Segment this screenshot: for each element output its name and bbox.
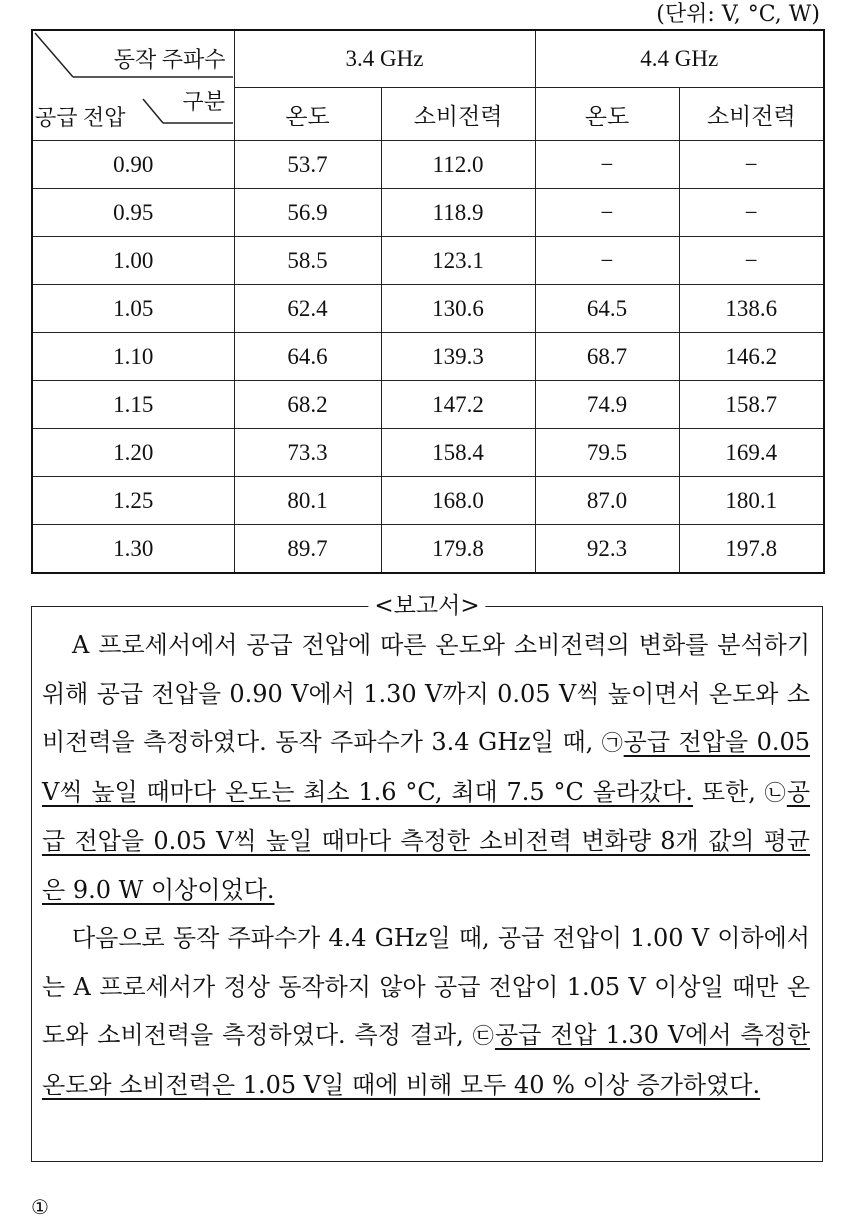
header-freq-3-4: 3.4 GHz: [234, 30, 535, 88]
table-row: [32, 429, 824, 477]
temp-4-4-cell: −: [535, 141, 679, 189]
power-3-4-cell: 118.9: [381, 189, 535, 237]
report-body: [42, 621, 810, 1109]
table-row: [32, 525, 824, 574]
temp-3-4-cell: 68.2: [234, 381, 381, 429]
temp-3-4-cell: 64.6: [234, 333, 381, 381]
temp-4-4-cell: 92.3: [535, 525, 679, 574]
table-row: [32, 141, 824, 189]
power-4-4-cell: 138.6: [679, 285, 824, 333]
circled-mark-1: ㉠: [601, 731, 624, 755]
voltage-cell: 1.00: [32, 237, 234, 285]
report-paragraph-2: [42, 914, 810, 1109]
subheader-power-4-4: 소비전력: [679, 88, 824, 141]
temp-4-4-cell: 87.0: [535, 477, 679, 525]
data-table: [31, 29, 825, 574]
temp-4-4-cell: −: [535, 189, 679, 237]
power-3-4-cell: 123.1: [381, 237, 535, 285]
temp-4-4-cell: 74.9: [535, 381, 679, 429]
temp-3-4-cell: 89.7: [234, 525, 381, 574]
power-4-4-cell: −: [679, 237, 824, 285]
voltage-cell: 1.20: [32, 429, 234, 477]
temp-3-4-cell: 56.9: [234, 189, 381, 237]
corner-label-frequency: 동작 주파수: [113, 47, 226, 72]
power-4-4-cell: −: [679, 141, 824, 189]
report-text: A 프로세서에서 공급 전압에 따른 온도와 소비전력의 변화를 분석하기 위해 공급 전압을 0.90 V에서 1.30 V까지 0.05 V씩 높이면서 온도와 소비전력을 측정하였다. 동작 주파수가 3.4 GHz일 때,: [42, 631, 810, 756]
voltage-cell: 1.05: [32, 285, 234, 333]
power-3-4-cell: 168.0: [381, 477, 535, 525]
temp-3-4-cell: 73.3: [234, 429, 381, 477]
unit-note: (단위: V, °C, W): [656, 2, 820, 27]
power-4-4-cell: 169.4: [679, 429, 824, 477]
voltage-cell: 1.15: [32, 381, 234, 429]
corner-header-cell: [32, 30, 234, 141]
power-3-4-cell: 130.6: [381, 285, 535, 333]
circled-mark-2: ㉡: [764, 780, 787, 805]
power-4-4-cell: 158.7: [679, 381, 824, 429]
underlined-claim-3: 공급 전압 1.30 V에서 측정한 온도와 소비전력은 1.05 V일 때에 비해 모두 40 % 이상 증가하였다.: [42, 1021, 810, 1099]
subheader-temp-4-4: 온도: [535, 88, 679, 141]
power-4-4-cell: 197.8: [679, 525, 824, 574]
power-4-4-cell: −: [679, 189, 824, 237]
temp-3-4-cell: 58.5: [234, 237, 381, 285]
report-paragraph-1: [42, 621, 810, 914]
power-4-4-cell: 180.1: [679, 477, 824, 525]
temp-4-4-cell: 64.5: [535, 285, 679, 333]
table-row: [32, 237, 824, 285]
voltage-cell: 0.95: [32, 189, 234, 237]
table-row: [32, 381, 824, 429]
power-3-4-cell: 147.2: [381, 381, 535, 429]
temp-4-4-cell: 68.7: [535, 333, 679, 381]
answer-choice-mark: ①: [31, 1196, 49, 1219]
voltage-cell: 0.90: [32, 141, 234, 189]
power-3-4-cell: 179.8: [381, 525, 535, 574]
temp-3-4-cell: 80.1: [234, 477, 381, 525]
power-3-4-cell: 139.3: [381, 333, 535, 381]
corner-label-voltage: 공급 전압: [35, 105, 126, 130]
voltage-cell: 1.10: [32, 333, 234, 381]
report-box: [31, 593, 823, 1162]
subheader-power-3-4: 소비전력: [381, 88, 535, 141]
table-row: [32, 333, 824, 381]
table-row: [32, 285, 824, 333]
underlined-claim-1: 공급 전압을 0.05 V씩 높일 때마다 온도는 최소 1.6 °C, 최대 7.5 °C 올라갔다.: [42, 728, 811, 806]
header-freq-4-4: 4.4 GHz: [535, 30, 824, 88]
corner-label-category: 구분: [182, 89, 225, 114]
power-3-4-cell: 112.0: [381, 141, 535, 189]
voltage-cell: 1.25: [32, 477, 234, 525]
report-text: 다음으로 동작 주파수가 4.4 GHz일 때, 공급 전압이 1.00 V 이하에서는 A 프로세서가 정상 동작하지 않아 공급 전압이 1.05 V 이상일 때만 온도와 소비전력을 측정하였다. 측정 결과,: [42, 924, 810, 1049]
temp-4-4-cell: 79.5: [535, 429, 679, 477]
circled-mark-3: ㉢: [472, 1024, 495, 1048]
report-title: <보고서>: [368, 591, 485, 621]
temp-3-4-cell: 53.7: [234, 141, 381, 189]
table-row: [32, 189, 824, 237]
report-text: 또한,: [693, 777, 765, 806]
temp-4-4-cell: −: [535, 237, 679, 285]
temp-3-4-cell: 62.4: [234, 285, 381, 333]
voltage-cell: 1.30: [32, 525, 234, 574]
table-row: [32, 477, 824, 525]
underlined-claim-2: 공급 전압을 0.05 V씩 높일 때마다 측정한 소비전력 변화량 8개 값의 평균은 9.0 W 이상이었다.: [42, 777, 811, 904]
power-3-4-cell: 158.4: [381, 429, 535, 477]
power-4-4-cell: 146.2: [679, 333, 824, 381]
subheader-temp-3-4: 온도: [234, 88, 381, 141]
